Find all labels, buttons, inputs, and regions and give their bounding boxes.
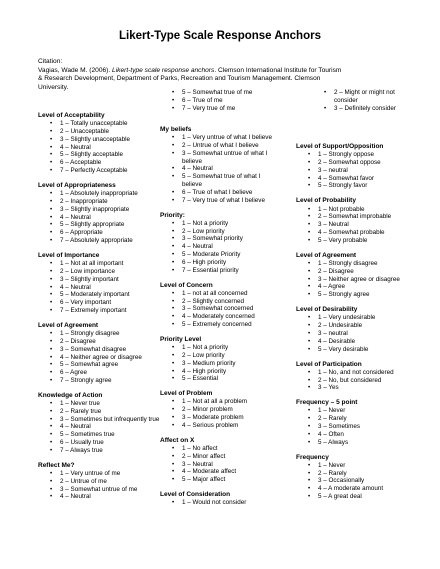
scale-anchor-item: • 3 – neutral [308, 167, 408, 175]
scale-anchor-item: • 3 – Somewhat untrue of me [50, 486, 163, 494]
scale-anchor-item: • 1 – No affect [172, 445, 280, 453]
scale-anchor-item: • 2 – Minor affect [172, 453, 280, 461]
section-heading: Priority Level [160, 335, 202, 343]
anchor-list [296, 369, 408, 392]
scale-section-level-of-desirability [296, 306, 408, 353]
scale-anchor-item: • 2 – Disagree [50, 338, 163, 346]
anchor-list [38, 330, 163, 385]
scale-anchor-item: • 5 – Very probable [308, 237, 408, 245]
scale-anchor-item: • 1 – Not probable [308, 206, 408, 214]
scale-section-priority-level [160, 336, 280, 383]
scale-anchor-item: • 1 – Very undesirable [308, 314, 408, 322]
scale-anchor-item: • 2 – Minor problem [172, 406, 280, 414]
scale-anchor-item: • 1 – Not at all important [50, 260, 163, 268]
scale-anchor-item: • 3 – Somewhat priority [172, 235, 280, 243]
scale-anchor-item: • 6 – True of what I believe [172, 189, 280, 197]
scale-anchor-item: • 7 – Perfectly Acceptable [50, 167, 163, 175]
scale-section-level-of-acceptability [38, 112, 163, 175]
citation-publisher-3: University. [38, 83, 69, 91]
anchor-list [296, 206, 408, 245]
scale-section-level-of-appropriateness [38, 182, 163, 245]
anchor-list [38, 190, 163, 245]
citation-source [38, 67, 378, 76]
anchor-list [160, 134, 280, 204]
scale-section-my-beliefs [160, 126, 280, 204]
scale-anchor-item: • 7 – Very true of what I believe [172, 197, 280, 205]
scale-section-knowledge-of-action [38, 392, 163, 455]
scale-anchor-item: • 4 – Neutral [50, 493, 163, 501]
scale-anchor-item: • 2 – Low importance [50, 268, 163, 276]
scale-section-level-of-agreement [296, 252, 408, 299]
scale-anchor-item: • 1 – Never [308, 462, 408, 470]
scale-anchor-item: • 2 – Inappropriate [50, 198, 163, 206]
scale-anchor-item: • 7 – Absolutely appropriate [50, 237, 163, 245]
scale-anchor-item: • 4 – Neutral [50, 423, 163, 431]
scale-anchor-item: • 1 – Very untrue of what I believe [172, 134, 280, 142]
scale-anchor-item: • 1 – Not a priority [172, 220, 280, 228]
anchor-list [38, 470, 163, 501]
scale-anchor-item: • 4 – Often [308, 431, 408, 439]
scale-anchor-item: • 4 – Neutral [50, 284, 163, 292]
section-heading: Frequency – 5 point [296, 399, 358, 407]
scale-anchor-item: • 3 – Medium priority [172, 360, 280, 368]
section-heading: Knowledge of Action [38, 391, 103, 399]
scale-anchor-item: • 4 – Neutral [50, 144, 163, 152]
scale-anchor-item: • 6 – Agree [50, 369, 163, 377]
anchor-list [296, 462, 408, 501]
scale-anchor-item: • 3 – Slightly important [50, 276, 163, 284]
section-heading: Level of Support/Opposition [296, 143, 384, 150]
anchor-list [160, 499, 280, 507]
anchor-list [38, 120, 163, 175]
scale-anchor-item: • 3 – Slightly inappropriate [50, 206, 163, 214]
anchor-list [296, 314, 408, 353]
scale-anchor-item: • 6 – Acceptable [50, 159, 163, 167]
scale-anchor-item: • 3 – Moderate problem [172, 414, 280, 422]
scale-anchor-item: • 7 – Very true of me [172, 105, 280, 113]
citation-authors: Vagias, Wade M. (2006). [38, 66, 111, 74]
anchor-list [160, 290, 280, 329]
scale-anchor-item: • 3 – neutral [308, 330, 408, 338]
section-heading: Level of Problem [160, 390, 213, 398]
scale-anchor-item: • 4 – Somewhat favor [308, 175, 408, 183]
scale-section-level-of-consideration [160, 491, 280, 507]
scale-anchor-item: • 6 – High priority [172, 259, 280, 267]
scale-anchor-item: • 5 – Strongly agree [308, 291, 408, 299]
scale-section-affect-on-x [160, 437, 280, 484]
scale-anchor-item: • 4 – Neutral [172, 243, 280, 251]
anchor-list [160, 445, 280, 484]
scale-anchor-item: • 5 – Somewhat true of what I believe [172, 173, 280, 189]
citation-publisher-1: . Clemson International Institute for Tourism [214, 66, 342, 74]
scale-section-level-of-concern [160, 282, 280, 329]
section-heading: Level of Consideration [160, 491, 231, 499]
section-heading: Level of Appropriateness [38, 181, 116, 189]
scale-anchor-item: • 3 – Neutral [172, 461, 280, 469]
scale-anchor-item: • 5 – Somewhat agree [50, 361, 163, 369]
scale-anchor-item: • 5 – Major affect [172, 476, 280, 484]
scale-anchor-item: • 3 – Somewhat disagree [50, 346, 163, 354]
scale-anchor-item: • 1 – No, and not considered [308, 369, 408, 377]
scale-anchor-item: • 4 – Moderate affect [172, 468, 280, 476]
scale-section-priority [160, 212, 280, 275]
scale-anchor-item: • 3 – Neutral [308, 221, 408, 229]
scale-anchor-item: • 6 – True of me [172, 97, 280, 105]
scale-anchor-item: • 6 – Usually true [50, 439, 163, 447]
scale-anchor-item: • 5 – Always [308, 439, 408, 447]
column-2 [160, 126, 280, 514]
scale-anchor-item: • 1 – Not a priority [172, 344, 280, 352]
scale-anchor-item: • 4 – A moderate amount [308, 485, 408, 493]
section-heading: Level of Agreement [38, 321, 99, 329]
scale-anchor-item: • 5 – A great deal [308, 493, 408, 501]
scale-anchor-item: • 4 – Neutral [172, 165, 280, 173]
scale-anchor-item: • 1 – Strongly oppose [308, 151, 408, 159]
scale-section-level-of-importance [38, 252, 163, 315]
column-1 [38, 112, 163, 508]
continued-list [160, 89, 280, 112]
citation-label: Citation: [38, 58, 63, 65]
section-heading: Level of Participation [296, 360, 362, 368]
anchor-list [38, 400, 163, 455]
scale-anchor-item: • 5 – Slightly appropriate [50, 221, 163, 229]
scale-anchor-item: • 2 – Rarely true [50, 408, 163, 416]
scale-anchor-item: • 5 – Moderately important [50, 291, 163, 299]
scale-anchor-item: • 7 – Extremely important [50, 307, 163, 315]
scale-anchor-item: • 5 – Moderate Priority [172, 251, 280, 259]
scale-anchor-item: • 1 – Strongly disagree [50, 330, 163, 338]
section-heading: Level of Concern [160, 281, 213, 289]
scale-anchor-item: • 1 – Never true [50, 400, 163, 408]
scale-anchor-item: • 4 – Neutral [50, 214, 163, 222]
scale-anchor-item: • 1 – Totally unacceptable [50, 120, 163, 128]
section-heading: Level of Agreement [296, 251, 357, 259]
scale-anchor-item: • 2 – Somewhat oppose [308, 159, 408, 167]
anchor-list [296, 407, 408, 446]
scale-section-reflect-me [38, 462, 163, 501]
scale-section-level-of-agreement [38, 322, 163, 385]
scale-anchor-item: • 2 – Low priority [172, 352, 280, 360]
scale-anchor-item: • 5 – Slightly acceptable [50, 151, 163, 159]
section-heading: Level of Probability [296, 197, 356, 205]
scale-anchor-item: • 4 – Serious problem [172, 422, 280, 430]
scale-anchor-item: • 6 – Appropriate [50, 229, 163, 237]
scale-anchor-item: • 2 – Untrue of me [50, 478, 163, 486]
scale-anchor-item: • 4 – Moderately concerned [172, 313, 280, 321]
scale-anchor-item: • 3 – Somewhat untrue of what I believe [172, 150, 280, 166]
scale-anchor-item: • 5 – Essential [172, 375, 280, 383]
scale-anchor-item: • 5 – Sometimes true [50, 431, 163, 439]
scale-anchor-item: • 2 – Low priority [172, 228, 280, 236]
citation-work: Likert-type scale response anchors [112, 66, 215, 74]
column-3 [296, 143, 408, 508]
scale-anchor-item: • 3 – Occasionally [308, 477, 408, 485]
citation-publisher-2: & Research Development, Department of Parks, Recreation and Tourism Management. Clemson [38, 75, 321, 83]
anchor-list [160, 344, 280, 383]
citation-block [38, 58, 378, 92]
scale-anchor-item: • 3 – Sometimes [308, 423, 408, 431]
scale-anchor-item: • 4 – Desirable [308, 338, 408, 346]
section-heading: Frequency [296, 453, 329, 461]
scale-anchor-item: • 2 – No, but considered [308, 377, 408, 385]
scale-anchor-item: • 2 – Unacceptable [50, 128, 163, 136]
scale-section-frequency-5-point [296, 399, 408, 446]
scale-anchor-item: • 3 – Definitely consider [324, 105, 412, 113]
scale-anchor-item: • 4 – Somewhat probable [308, 229, 408, 237]
scale-anchor-item: • 3 – Yes [308, 384, 408, 392]
scale-anchor-item: • 4 – Agree [308, 283, 408, 291]
section-heading: Priority: [160, 211, 185, 219]
scale-anchor-item: • 5 – Strongly favor [308, 182, 408, 190]
section-heading: Level of Importance [38, 251, 100, 259]
scale-anchor-item: • 4 – Neither agree or disagree [50, 354, 163, 362]
scale-anchor-item: • 4 – High priority [172, 368, 280, 376]
scale-section-level-of-probability [296, 197, 408, 244]
scale-anchor-item: • 3 – Slightly unacceptable [50, 136, 163, 144]
scale-anchor-item: • 2 – Somewhat improbable [308, 213, 408, 221]
scale-anchor-item: • 5 – Very desirable [308, 346, 408, 354]
anchor-list [296, 151, 408, 190]
scale-anchor-item: • 2 – Might or might not consider [324, 89, 412, 105]
scale-anchor-item: • 2 – Untrue of what I believe [172, 142, 280, 150]
column-3-continued [312, 89, 412, 112]
scale-anchor-item: • 1 – Very untrue of me [50, 470, 163, 478]
anchor-list [160, 220, 280, 275]
scale-anchor-item: • 7 – Essential priority [172, 267, 280, 275]
section-heading: Level of Acceptability [38, 112, 105, 119]
scale-anchor-item: • 1 – Not at all a problem [172, 398, 280, 406]
scale-section-level-of-problem [160, 390, 280, 429]
scale-anchor-item: • 1 – Strongly disagree [308, 260, 408, 268]
scale-anchor-item: • 2 – Rarely [308, 470, 408, 478]
scale-section-level-of-participation [296, 361, 408, 393]
document-title: Likert-Type Scale Response Anchors [119, 30, 321, 42]
section-heading: Affect on X [160, 436, 195, 444]
section-heading: Level of Desirability [296, 306, 358, 314]
scale-anchor-item: • 7 – Always true [50, 447, 163, 455]
scale-anchor-item: • 1 – Would not consider [172, 499, 280, 507]
scale-anchor-item: • 6 – Very important [50, 299, 163, 307]
anchor-list [296, 260, 408, 299]
scale-anchor-item: • 1 – Never [308, 407, 408, 415]
scale-section-level-of-support-opposition [296, 143, 408, 190]
scale-anchor-item: • 2 – Rarely [308, 415, 408, 423]
scale-anchor-item: • 1 – not at all concerned [172, 290, 280, 298]
scale-anchor-item: • 2 – Disagree [308, 268, 408, 276]
scale-anchor-item: • 2 – Slightly concerned [172, 298, 280, 306]
continued-list [312, 89, 412, 112]
scale-anchor-item: • 1 – Absolutely inappropriate [50, 190, 163, 198]
scale-anchor-item: • 2 – Undesirable [308, 322, 408, 330]
scale-anchor-item: • 3 – Somewhat concerned [172, 305, 280, 313]
scale-anchor-item: • 5 – Extremely concerned [172, 321, 280, 329]
scale-anchor-item: • 5 – Somewhat true of me [172, 89, 280, 97]
scale-anchor-item: • 3 – Neither agree or disagree [308, 276, 408, 284]
section-heading: My beliefs [160, 126, 192, 133]
scale-anchor-item: • 3 – Sometimes but infrequently true [50, 416, 163, 424]
anchor-list [160, 398, 280, 429]
scale-section-frequency [296, 454, 408, 501]
section-heading: Reflect Me? [38, 461, 75, 469]
scale-anchor-item: • 7 – Strongly agree [50, 377, 163, 385]
column-2-continued [160, 89, 280, 112]
anchor-list [38, 260, 163, 315]
